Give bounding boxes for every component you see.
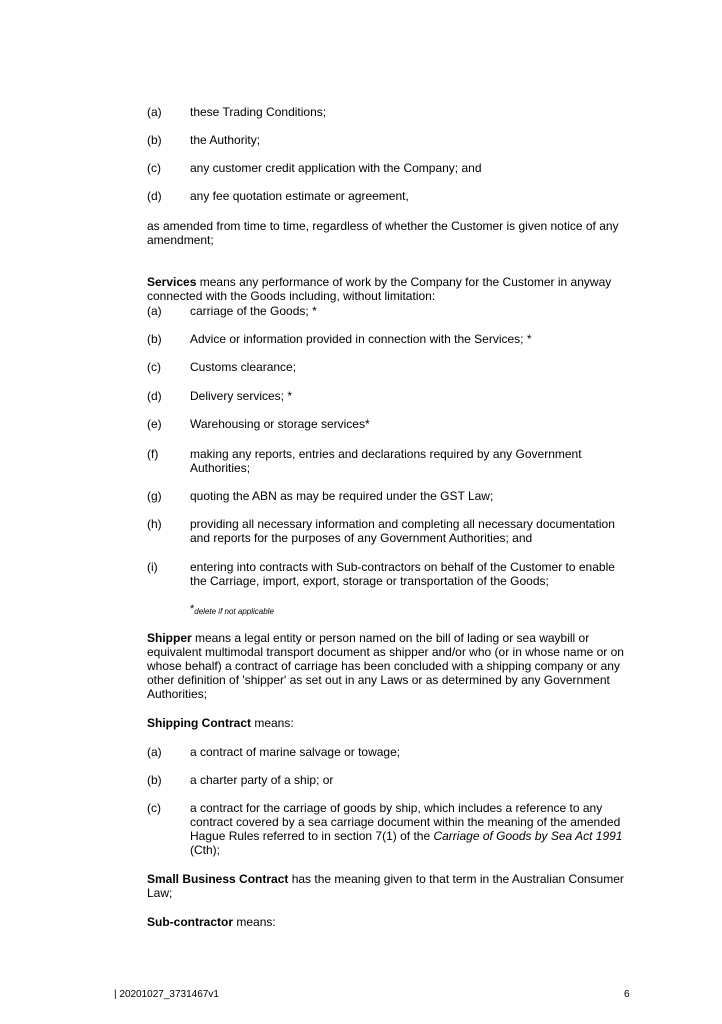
item-label: (e): [147, 417, 162, 431]
item-label: (g): [147, 489, 162, 503]
item-text: entering into contracts with Sub-contractors on behalf of the Customer to enable the Carriage, import, export, storage or transportation of the Goods;: [190, 560, 615, 588]
item-text: carriage of the Goods; *: [190, 304, 317, 318]
services-definition: [147, 275, 637, 303]
definition-text: means:: [233, 915, 276, 929]
item-label: (b): [147, 773, 162, 787]
item-text: [190, 801, 630, 857]
footnote: [190, 604, 274, 619]
item-text: making any reports, entries and declarations required by any Government Authorities;: [190, 447, 582, 475]
asterisk: *: [190, 603, 195, 615]
act-title: Carriage of Goods by Sea Act 1991: [433, 829, 623, 843]
amended-paragraph: as amended from time to time, regardless of whether the Customer is given notice of any amendment;: [147, 219, 619, 247]
item-label: (a): [147, 745, 162, 759]
term: Services: [147, 275, 197, 289]
item-label: (c): [147, 360, 161, 374]
item-text: Customs clearance;: [190, 360, 297, 374]
item-label: (f): [147, 447, 159, 461]
item-text: Delivery services; *: [190, 389, 293, 403]
definition-text: means any performance of work by the Company for the Customer in anyway connected with the Goods including, without limitation:: [147, 275, 612, 303]
small-business-definition: [147, 872, 637, 900]
footer-reference: | 20201027_3731467v1: [114, 989, 219, 1000]
item-label: (a): [147, 304, 162, 318]
term: Shipper: [147, 631, 192, 645]
text-part: (Cth);: [190, 843, 220, 857]
text-part: a contract for the carriage of goods by ship, which includes a reference to any contract covered by a sea carriage document within the meaning of the amended Hague Rules referred to in section 7(1) of the: [190, 801, 621, 843]
item-text: Advice or information provided in connection with the Services; *: [190, 332, 532, 346]
item-text: the Authority;: [190, 133, 261, 147]
subcontractor-definition: [147, 915, 637, 929]
item-text: Warehousing or storage services*: [190, 417, 370, 431]
item-label: (d): [147, 189, 162, 203]
item-label: (b): [147, 133, 162, 147]
note-text: delete if not applicable: [194, 607, 274, 616]
item-text: providing all necessary information and completing all necessary documentation and reports for the purposes of any Government Authorities; and: [190, 517, 615, 545]
item-label: (i): [147, 560, 158, 574]
item-label: (b): [147, 332, 162, 346]
item-label: (c): [147, 161, 161, 175]
item-text: quoting the ABN as may be required under the GST Law;: [190, 489, 494, 503]
item-text: any customer credit application with the Company; and: [190, 161, 482, 175]
term: Shipping Contract: [147, 716, 251, 730]
item-label: (c): [147, 801, 161, 815]
definition-text: means:: [251, 716, 294, 730]
item-text: these Trading Conditions;: [190, 105, 327, 119]
definition-text: means a legal entity or person named on the bill of lading or sea waybill or equivalent multimodal transport document as shipper and/or who (or in whose name or on whose behalf) a contract of carriage has been concluded with a shipping company or any other definition of 'shipper' as set out in any Laws or as determined by any Government Authorities;: [147, 631, 624, 701]
page-number: 6: [624, 989, 630, 1000]
term: Sub-contractor: [147, 915, 234, 929]
item-text: a charter party of a ship; or: [190, 773, 334, 787]
item-text: any fee quotation estimate or agreement,: [190, 189, 409, 203]
term: Small Business Contract: [147, 872, 289, 886]
item-label: (a): [147, 105, 162, 119]
shipping-contract-definition: [147, 716, 637, 730]
item-label: (h): [147, 517, 162, 531]
item-label: (d): [147, 389, 162, 403]
definition-text: has the meaning given to that term in the Australian Consumer Law;: [147, 872, 624, 900]
item-text: a contract of marine salvage or towage;: [190, 745, 401, 759]
shipper-definition: [147, 631, 637, 701]
